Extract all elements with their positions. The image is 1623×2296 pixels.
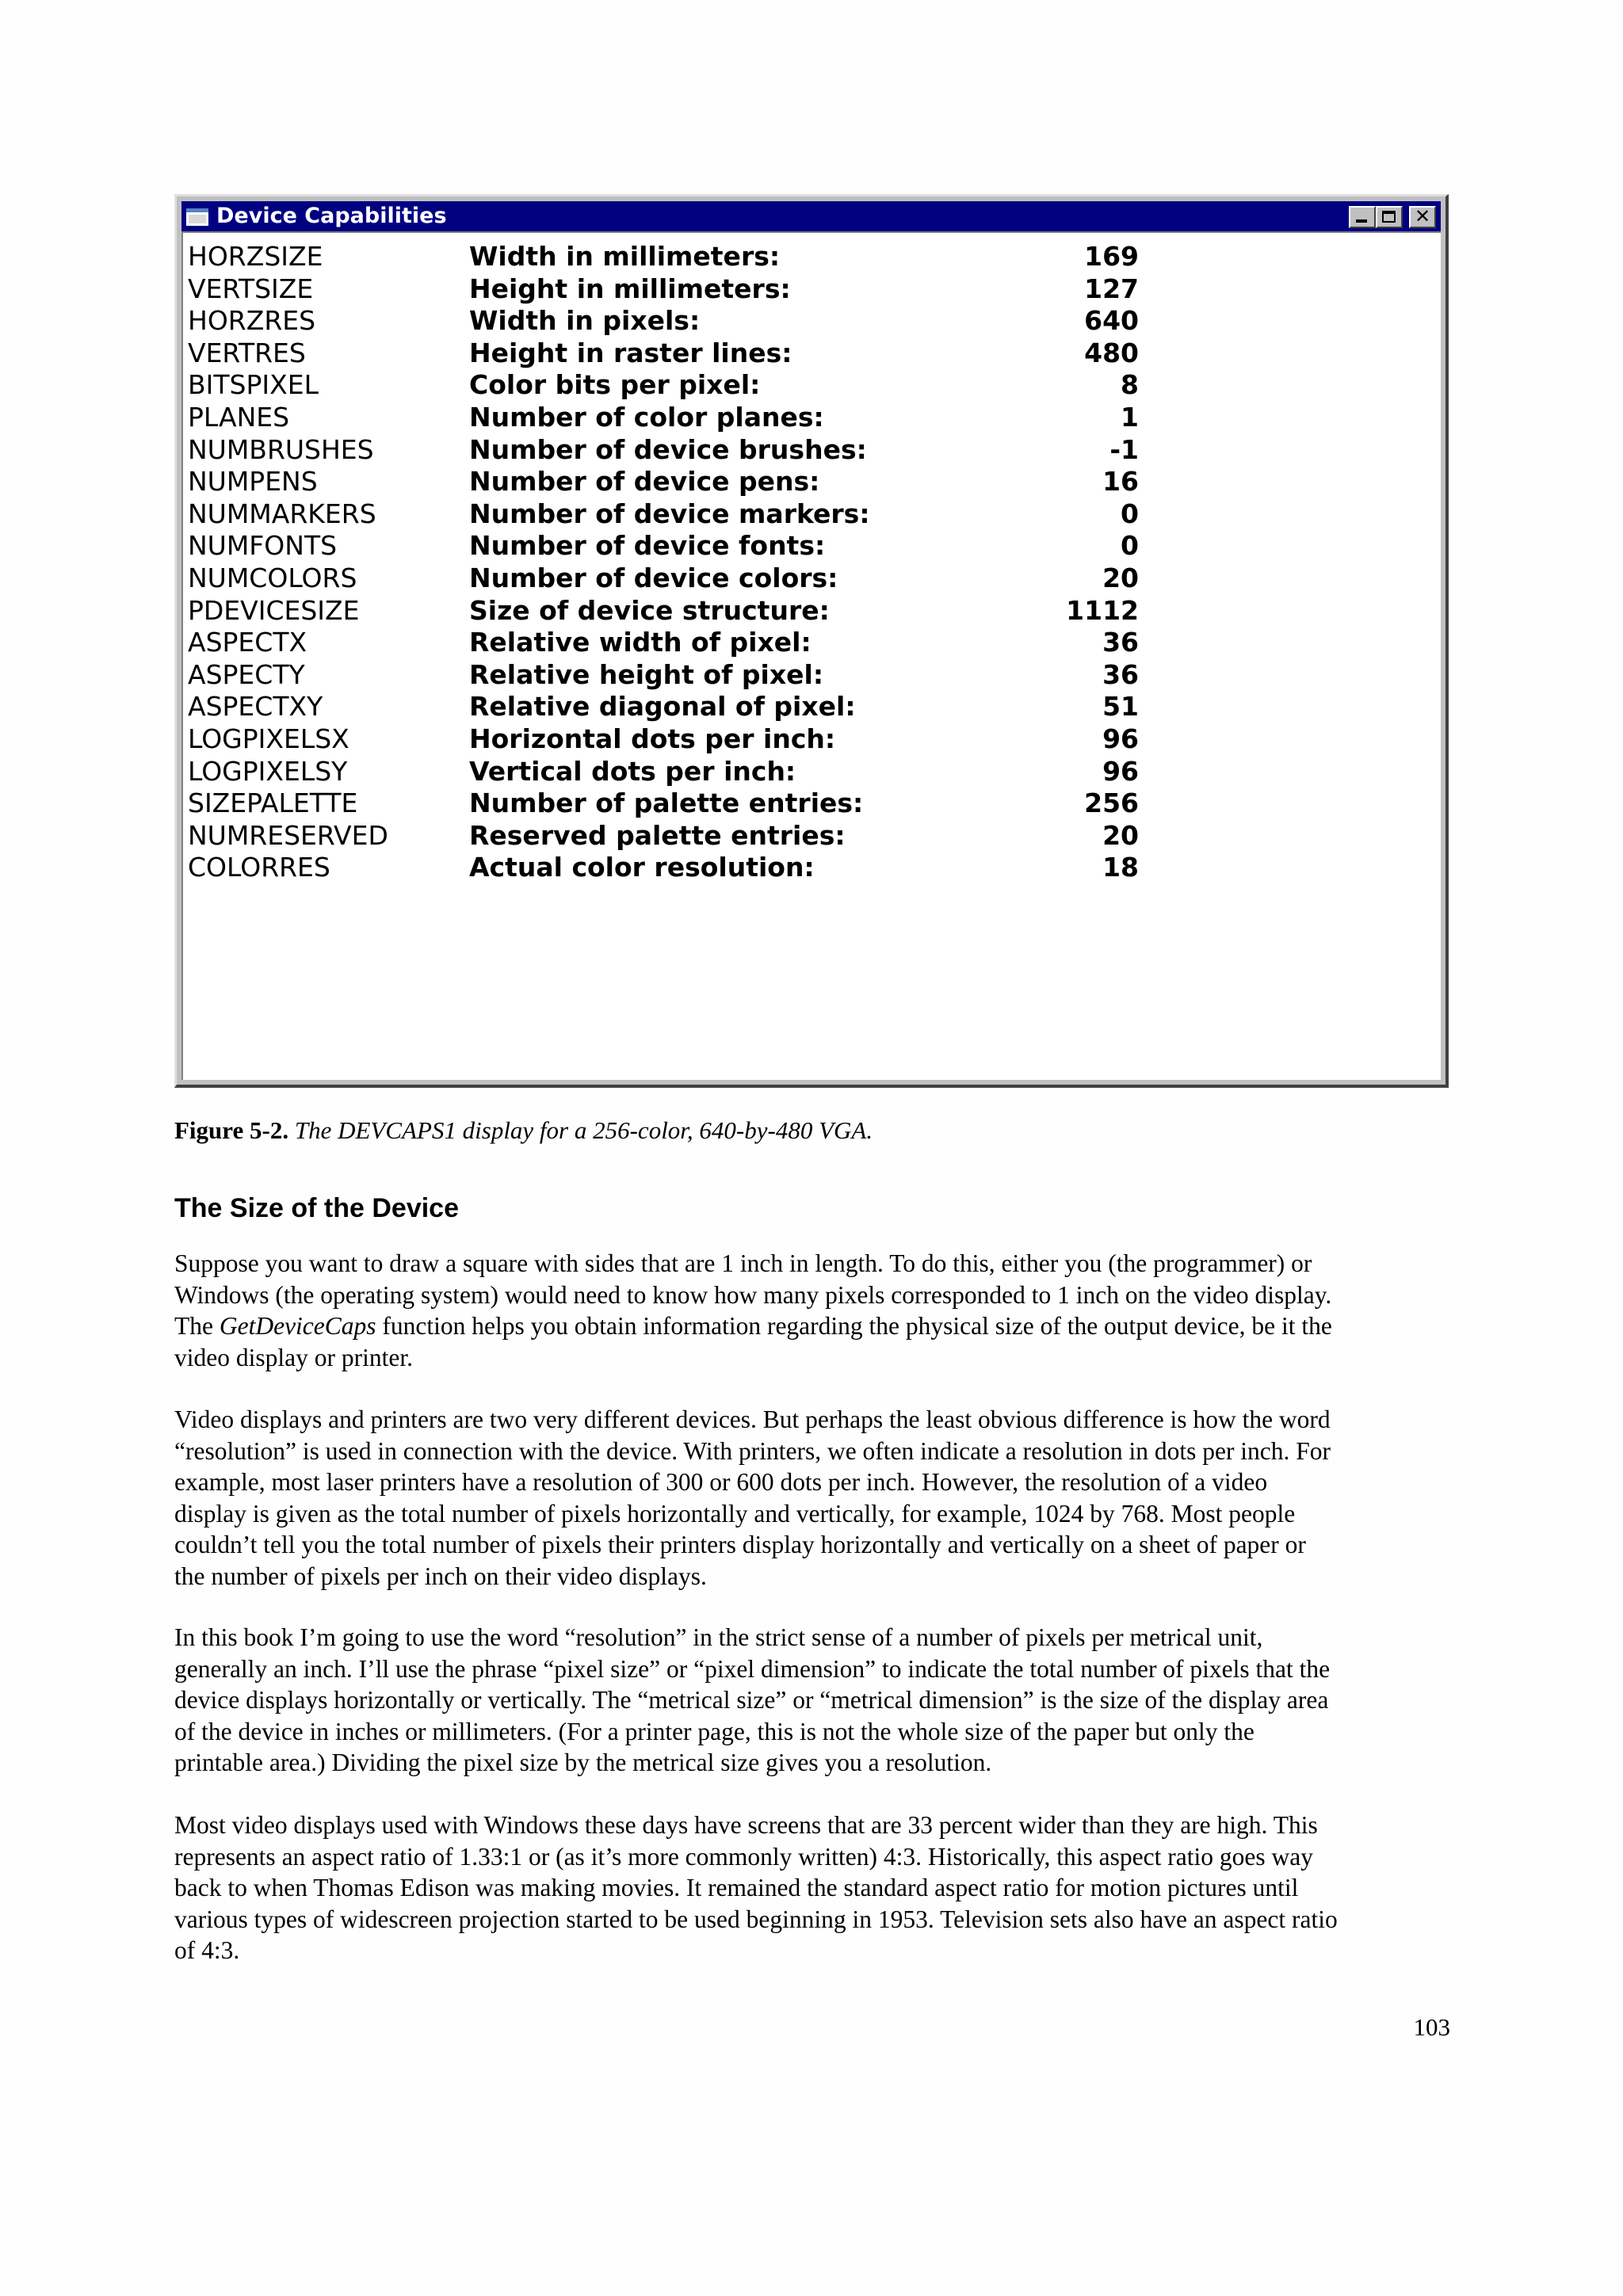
capability-value: 1112 [1066,594,1139,626]
page-number: 103 [1413,2013,1450,2041]
capability-name: ASPECTX [188,627,307,658]
paragraph-line: of the device in inches or millimeters. (For a printer page, this is not the whole size of the paper but only the [174,1717,1254,1745]
paragraph-line: Suppose you want to draw a square with sides that are 1 inch in length. To do this, either you (the programmer) or [174,1249,1312,1277]
capability-name: NUMPENS [188,466,318,498]
capability-name: NUMFONTS [188,530,338,562]
capability-description: Relative width of pixel: [469,627,812,658]
capability-description: Number of device markers: [469,498,870,529]
capability-description: Number of palette entries: [469,788,864,819]
capability-row [188,498,1441,531]
client-area [181,231,1441,1080]
capability-description: Number of color planes: [469,401,824,433]
capability-value: 8 [1121,369,1139,401]
capability-row [188,659,1441,692]
paragraph-3 [174,1622,1450,1779]
maximize-button[interactable] [1376,206,1403,228]
paragraph-4 [174,1810,1450,1966]
capability-row [188,595,1441,627]
capability-row [188,305,1441,338]
capability-value: 36 [1102,627,1139,658]
paragraph-line: display is given as the total number of pixels horizontally and vertically, for example, 1024 by 768. Most people [174,1499,1296,1527]
capability-row [188,241,1441,273]
paragraph-line [174,1310,1450,1342]
capability-description: Width in pixels: [469,305,701,337]
capability-row [188,273,1441,306]
paragraph-line: “resolution” is used in connection with the device. With printers, we often indicate a resolution in dots per inch. For [174,1436,1331,1465]
capability-name: NUMRESERVED [188,819,388,851]
capability-value: 0 [1121,530,1139,562]
paragraph-line: Most video displays used with Windows these days have screens that are 33 percent wider than they are high. This [174,1811,1318,1839]
capability-name: COLORRES [188,852,330,883]
capability-name: HORZSIZE [188,241,323,272]
capability-row [188,788,1441,820]
capability-row [188,820,1441,852]
paragraph-line: Video displays and printers are two very different devices. But perhaps the least obvious difference is how the word [174,1405,1331,1433]
capability-name: PDEVICESIZE [188,594,360,626]
title-bar[interactable] [181,201,1441,231]
capability-row [188,852,1441,884]
capability-value: 51 [1102,691,1139,723]
capability-value: 16 [1102,466,1139,498]
paragraph-line: example, most laser printers have a resolution of 300 or 600 dots per inch. However, the resolution of a video [174,1468,1268,1496]
capability-name: LOGPIXELSX [188,723,349,754]
close-button[interactable] [1409,206,1436,228]
capability-value: 20 [1102,562,1139,593]
capability-name: PLANES [188,401,290,433]
window-title: Device Capabilities [216,204,447,228]
capability-name: NUMBRUSHES [188,433,374,465]
capability-value: 480 [1084,337,1139,368]
capability-row [188,434,1441,467]
paragraph-line: generally an inch. I’ll use the phrase “pixel size” or “pixel dimension” to indicate the total number of pixels that the [174,1654,1331,1683]
figure-caption [174,1116,873,1146]
paragraph-line: the number of pixels per inch on their video displays. [174,1562,707,1590]
capability-name: ASPECTY [188,658,305,690]
capability-value: 20 [1102,819,1139,851]
capability-name: NUMCOLORS [188,562,357,593]
paragraph-line: device displays horizontally or vertically. The “metrical size” or “metrical dimension” is the size of the display area [174,1686,1329,1714]
paragraph-line: various types of widescreen projection started to be used beginning in 1953. Television sets also have an aspect ratio [174,1905,1338,1933]
capability-name: LOGPIXELSY [188,755,348,787]
devcaps-window [174,194,1449,1088]
capability-value: 36 [1102,658,1139,690]
capability-name: BITSPIXEL [188,369,319,401]
capability-description: Number of device colors: [469,562,838,593]
capability-name: SIZEPALETTE [188,788,358,819]
capability-description: Size of device structure: [469,594,830,626]
capability-row [188,756,1441,788]
figure-caption-text: The DEVCAPS1 display for a 256-color, 640-by-480 VGA. [294,1116,873,1144]
capability-row [188,627,1441,659]
capability-description: Actual color resolution: [469,852,815,883]
figure-label: Figure 5-2. [174,1116,289,1144]
paragraph-line: video display or printer. [174,1343,413,1371]
capability-value: 0 [1121,498,1139,529]
paragraph-line: of 4:3. [174,1936,240,1964]
paragraph-1 [174,1248,1450,1373]
capability-value: 127 [1084,273,1139,304]
capability-description: Color bits per pixel: [469,369,761,401]
paragraph-line: In this book I’m going to use the word “resolution” in the strict sense of a number of pixels per metrical unit, [174,1623,1263,1651]
close-icon: ✕ [1414,205,1431,227]
capabilities-list [188,241,1441,884]
capability-value: 1 [1121,401,1139,433]
capability-value: 169 [1084,241,1139,272]
capability-description: Horizontal dots per inch: [469,723,836,754]
capability-row [188,338,1441,370]
capability-description: Reserved palette entries: [469,819,846,851]
section-heading: The Size of the Device [174,1193,459,1223]
function-name: GetDeviceCaps [219,1312,376,1340]
capability-description: Relative height of pixel: [469,658,824,690]
capability-description: Vertical dots per inch: [469,755,796,787]
window-app-icon[interactable] [186,208,208,226]
capability-row [188,691,1441,723]
capability-row [188,466,1441,498]
capability-row [188,563,1441,595]
capability-row [188,402,1441,434]
capability-name: VERTSIZE [188,273,314,304]
text-fragment: function helps you obtain information regarding the physical size of the output device, be it the [376,1312,1332,1340]
capability-description: Relative diagonal of pixel: [469,691,856,723]
capability-description: Number of device brushes: [469,433,867,465]
capability-value: 96 [1102,755,1139,787]
capability-row [188,723,1441,756]
capability-description: Number of device fonts: [469,530,826,562]
paragraph-line: printable area.) Dividing the pixel size by the metrical size gives you a resolution. [174,1749,992,1776]
paragraph-line: couldn’t tell you the total number of pixels their printers display horizontally and vertically on a sheet of paper or [174,1531,1306,1558]
capability-value: 18 [1102,852,1139,883]
paragraph-line: represents an aspect ratio of 1.33:1 or (as it’s more commonly written) 4:3. Historically, this aspect ratio goes way [174,1842,1313,1871]
paragraph-line: Windows (the operating system) would need to know how many pixels corresponded to 1 inch on the video display. [174,1280,1332,1309]
capability-row [188,530,1441,563]
capability-value: 256 [1084,788,1139,819]
capability-description: Height in raster lines: [469,337,792,368]
capability-value: 96 [1102,723,1139,754]
capability-name: VERTRES [188,337,306,368]
capability-row [188,369,1441,402]
capability-value: -1 [1109,433,1139,465]
capability-name: ASPECTXY [188,691,323,723]
capability-description: Height in millimeters: [469,273,791,304]
capability-value: 640 [1084,305,1139,337]
paragraph-line: back to when Thomas Edison was making movies. It remained the standard aspect ratio for motion pictures until [174,1874,1299,1901]
capability-description: Number of device pens: [469,466,820,498]
capability-name: HORZRES [188,305,316,337]
capability-name: NUMMARKERS [188,498,376,529]
minimize-button[interactable] [1349,206,1376,228]
text-fragment: The [174,1312,220,1340]
paragraph-2 [174,1404,1450,1592]
capability-description: Width in millimeters: [469,241,781,272]
